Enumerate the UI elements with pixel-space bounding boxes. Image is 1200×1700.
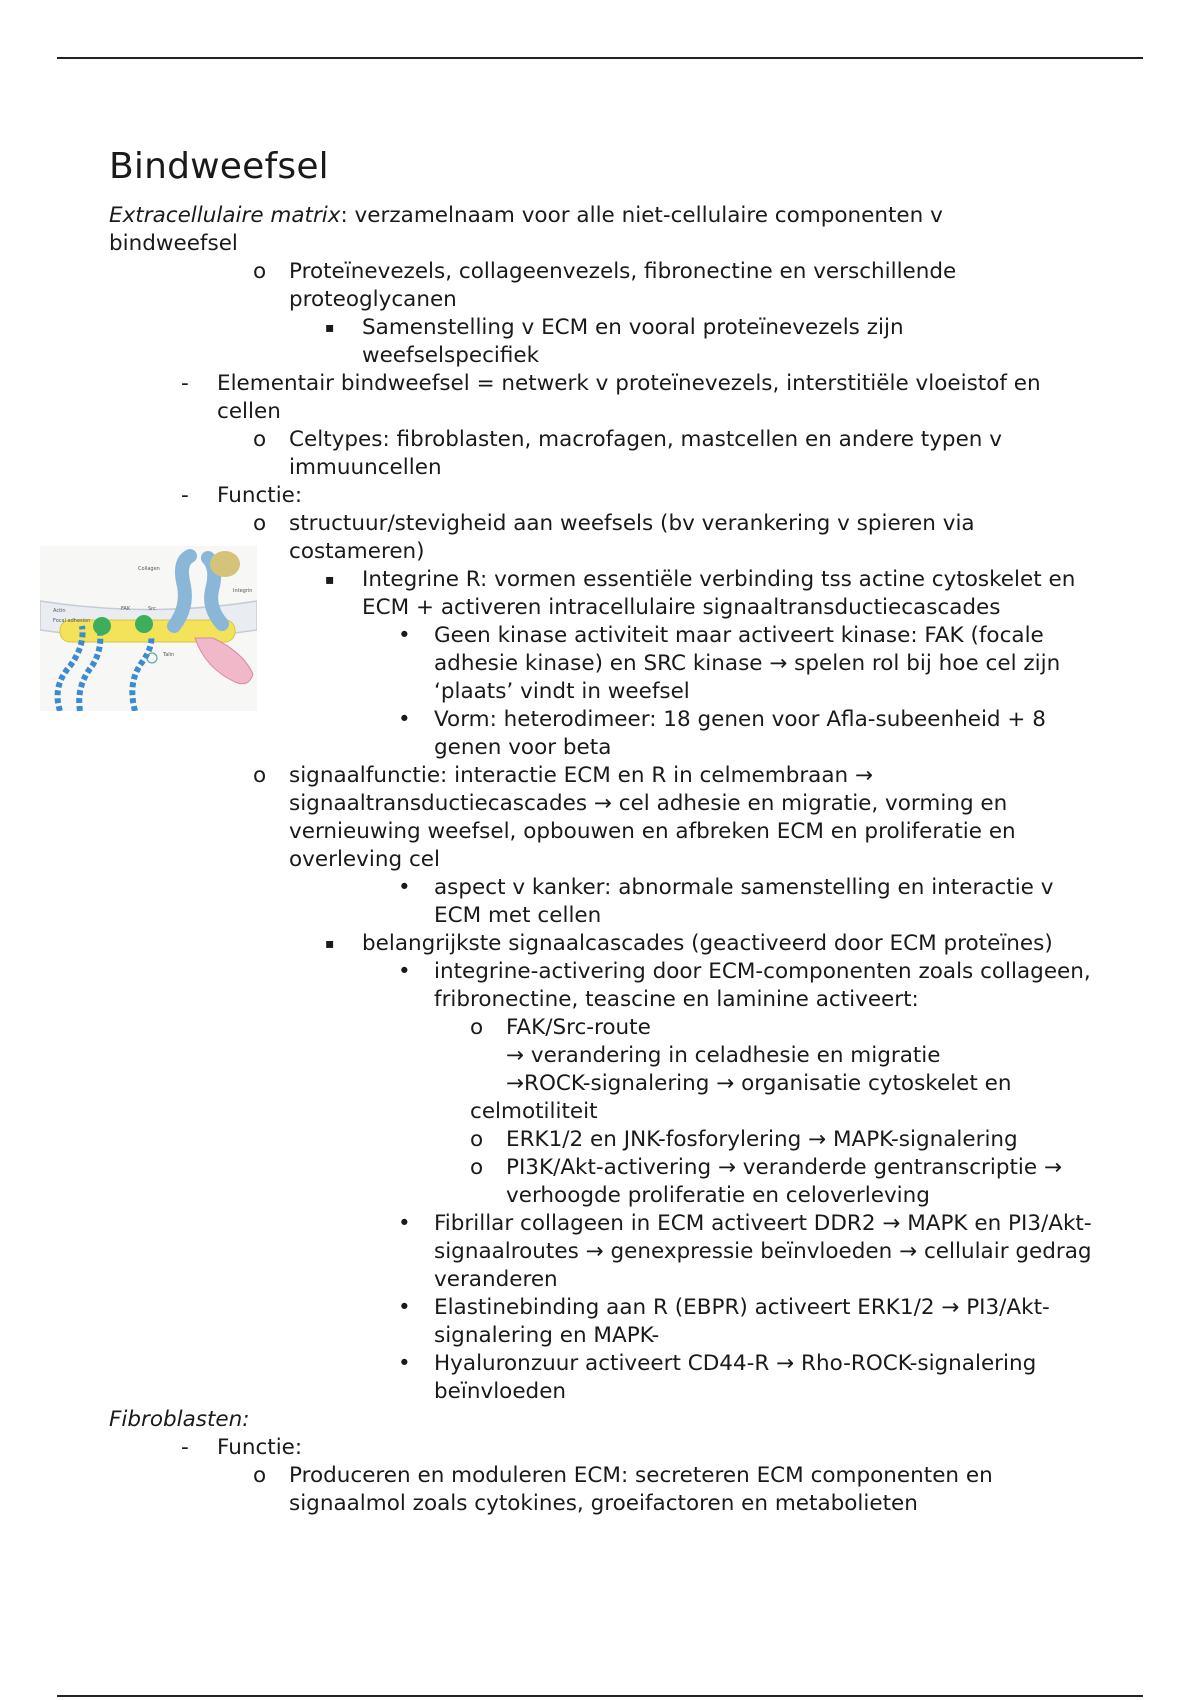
bullet-marker: ▪ xyxy=(325,320,335,336)
item-text: Fibroblasten: xyxy=(109,1407,250,1432)
item-text: Geen kinase activiteit maar activeert kinase: FAK (focale adhesie kinase) en SRC kinase → spelen rol bij hoe cel zijn ‘plaats’ vindt in weefsel xyxy=(434,623,1061,704)
bullet-marker: o xyxy=(470,1155,484,1180)
figure-label: Actin xyxy=(53,608,66,614)
figure-label: FAK xyxy=(121,606,131,612)
item-text: Hyaluronzuur activeert CD44-R → Rho-ROCK-signalering beïnvloeden xyxy=(434,1351,1037,1404)
item-text: Samenstelling v ECM en vooral proteïnevezels zijn weefselspecifiek xyxy=(362,315,904,368)
bullet-marker: • xyxy=(398,1211,411,1236)
bullet-marker: ▪ xyxy=(325,936,335,952)
item-text: FAK/Src-route xyxy=(506,1015,651,1040)
item-text: aspect v kanker: abnormale samenstelling en interactie v ECM met cellen xyxy=(434,875,1054,928)
figure-label: Integrin xyxy=(233,588,253,594)
item-text: Fibrillar collageen in ECM activeert DDR2 → MAPK en PI3/Akt-signaalroutes → genexpressie beïnvloeden → cellulair gedrag veranderen xyxy=(434,1211,1092,1292)
intro-text: : verzamelnaam voor alle niet-cellulaire componenten v bindweefsel xyxy=(109,203,943,256)
item-text: Functie: xyxy=(217,483,303,508)
bullet-marker: - xyxy=(181,483,189,508)
bullet-marker: o xyxy=(470,1127,484,1152)
integrin-diagram xyxy=(40,546,257,711)
item-text: Functie: xyxy=(217,1435,303,1460)
item-text: Elastinebinding aan R (EBPR) activeert ERK1/2 → PI3/Akt-signalering en MAPK- xyxy=(434,1295,1050,1348)
bullet-marker: • xyxy=(398,623,411,648)
item-text: PI3K/Akt-activering → veranderde gentranscriptie → verhoogde proliferatie en celoverleving xyxy=(506,1155,1062,1208)
item-text: structuur/stevigheid aan weefsels (bv verankering v spieren via costameren) xyxy=(289,511,975,564)
top-rule xyxy=(57,57,1143,59)
bullet-marker: - xyxy=(181,1435,189,1460)
item-text: belangrijkste signaalcascades (geactiveerd door ECM proteïnes) xyxy=(362,931,1053,956)
item-text: Integrine R: vormen essentiële verbinding tss actine cytoskelet en ECM + activeren intracellulaire signaaltransductiecascades xyxy=(362,567,1076,620)
item-text: integrine-activering door ECM-componenten zoals collageen, fribronectine, teascine en laminine activeert: xyxy=(434,959,1091,1012)
bullet-marker: - xyxy=(181,371,189,396)
figure-label: Focal adhesion xyxy=(53,618,91,624)
bullet-marker: ▪ xyxy=(325,572,335,588)
bullet-marker: o xyxy=(253,763,267,788)
item-text: signaalfunctie: interactie ECM en R in celmembraan → signaaltransductiecascades → cel adhesie en migratie, vorming en vernieuwing weefsel, opbouwen en afbreken ECM en proliferatie en overleving cel xyxy=(289,763,1016,872)
bullet-marker: • xyxy=(398,707,411,732)
bullet-marker: o xyxy=(253,427,267,452)
bullet-marker: • xyxy=(398,1351,411,1376)
bullet-marker: • xyxy=(398,1295,411,1320)
page-title: Bindweefsel xyxy=(109,146,329,187)
bullet-marker: o xyxy=(470,1015,484,1040)
bullet-marker: o xyxy=(253,511,267,536)
item-text: Proteïnevezels, collageenvezels, fibronectine en verschillende proteoglycanen xyxy=(289,259,957,312)
bullet-marker: o xyxy=(253,259,267,284)
figure-label: Src xyxy=(148,606,156,612)
figure-label: Collagen xyxy=(138,566,160,572)
bullet-marker: • xyxy=(398,875,411,900)
item-text: → verandering in celadhesie en migratie xyxy=(506,1043,941,1068)
bullet-marker: • xyxy=(398,959,411,984)
item-text: celmotiliteit xyxy=(470,1099,598,1124)
item-text: →ROCK-signalering → organisatie cytoskelet en xyxy=(506,1071,1012,1096)
bottom-rule xyxy=(57,1695,1143,1697)
item-text: Celtypes: fibroblasten, macrofagen, mastcellen en andere typen v immuuncellen xyxy=(289,427,1002,480)
item-text: Produceren en moduleren ECM: secreteren ECM componenten en signaalmol zoals cytokines, groeifactoren en metabolieten xyxy=(289,1463,993,1516)
figure-label: Talin xyxy=(163,652,175,658)
item-text: ERK1/2 en JNK-fosforylering → MAPK-signalering xyxy=(506,1127,1018,1152)
item-text: Vorm: heterodimeer: 18 genen voor Afla-subeenheid + 8 genen voor beta xyxy=(434,707,1046,760)
intro-term: Extracellulaire matrix xyxy=(109,203,341,228)
bullet-marker: o xyxy=(253,1463,267,1488)
item-text: Elementair bindweefsel = netwerk v proteïnevezels, interstitiële vloeistof en cellen xyxy=(217,371,1041,424)
intro-paragraph xyxy=(109,202,1009,258)
